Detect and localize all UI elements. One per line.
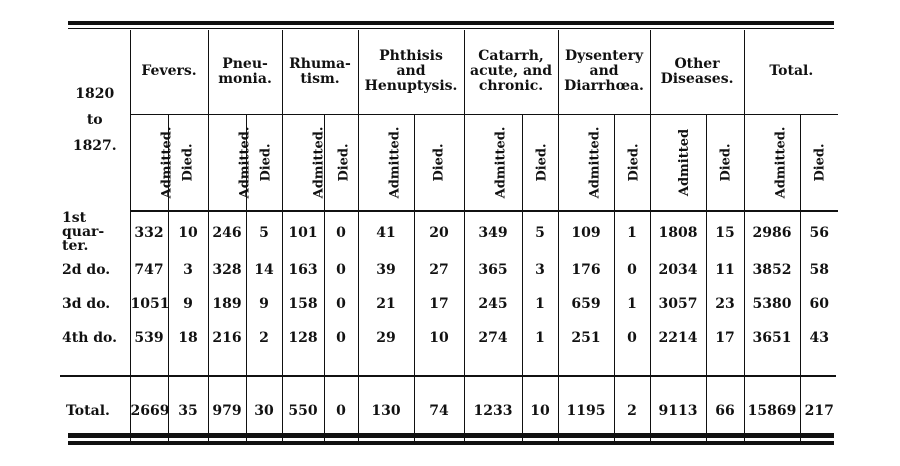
died-value: 11 [706, 253, 744, 287]
died-value: 0 [324, 211, 358, 253]
died-value: 1 [614, 211, 650, 253]
group-catarrh: Catarrh, acute, and chronic. [464, 30, 558, 114]
sub-died: Died. [168, 114, 208, 210]
group-other-diseases: Other Diseases. [650, 30, 744, 114]
admitted-value: 659 [558, 287, 614, 321]
died-value: 10 [414, 321, 464, 355]
died-value: 30 [246, 379, 282, 443]
admitted-value: 251 [558, 321, 614, 355]
died-value: 27 [414, 253, 464, 287]
died-value: 43 [800, 321, 838, 355]
died-value: 217 [800, 379, 838, 443]
period-to: to [86, 112, 103, 128]
group-dysentery: Dysentery and Diarrhœa. [558, 30, 650, 114]
data-row [60, 287, 838, 321]
admitted-value: 39 [358, 253, 414, 287]
died-value: 9 [246, 287, 282, 321]
sub-died: Died. [414, 114, 464, 210]
row-label: Total. [66, 403, 110, 419]
died-value: 5 [522, 211, 558, 253]
period-start: 1820 [75, 86, 115, 102]
group-rheumatism: Rhuma- tism. [282, 30, 358, 114]
admitted-value: 15869 [744, 379, 800, 443]
admitted-value: 539 [130, 321, 168, 355]
admitted-value: 1808 [650, 211, 706, 253]
died-value: 2 [614, 379, 650, 443]
admitted-value: 130 [358, 379, 414, 443]
died-value: 2 [246, 321, 282, 355]
died-value: 17 [414, 287, 464, 321]
died-value: 56 [800, 211, 838, 253]
died-value: 0 [324, 287, 358, 321]
admitted-value: 2669 [130, 379, 168, 443]
top-double-rule-thin [68, 28, 834, 29]
period-end: 1827. [72, 138, 117, 154]
died-value: 0 [324, 379, 358, 443]
admitted-value: 332 [130, 211, 168, 253]
died-value: 0 [324, 321, 358, 355]
admitted-value: 349 [464, 211, 522, 253]
died-value: 58 [800, 253, 838, 287]
admitted-value: 163 [282, 253, 324, 287]
row-label: 1st quar- ter. [62, 210, 105, 254]
group-fevers: Fevers. [130, 30, 208, 114]
died-value: 0 [614, 321, 650, 355]
died-value: 14 [246, 253, 282, 287]
admitted-value: 5380 [744, 287, 800, 321]
died-value: 60 [800, 287, 838, 321]
died-value: 15 [706, 211, 744, 253]
died-value: 35 [168, 379, 208, 443]
sub-died: Died. [324, 114, 358, 210]
bottom-double-rule-thick [68, 433, 834, 438]
sub-admitted: Admitted. [130, 114, 168, 210]
admitted-value: 979 [208, 379, 246, 443]
sub-admitted: Admitted. [464, 114, 522, 210]
data-row [60, 321, 838, 355]
top-double-rule-thick [68, 21, 834, 25]
admitted-value: 2214 [650, 321, 706, 355]
died-value: 20 [414, 211, 464, 253]
sub-admitted: Admitted [650, 114, 706, 210]
admitted-value: 3852 [744, 253, 800, 287]
total-separator-rule [60, 375, 836, 377]
admitted-value: 3651 [744, 321, 800, 355]
admitted-value: 550 [282, 379, 324, 443]
bottom-double-rule-thin [68, 441, 834, 445]
disease-statistics-table [60, 30, 838, 443]
admitted-value: 3057 [650, 287, 706, 321]
row-label: 2d do. [62, 262, 111, 278]
admitted-value: 189 [208, 287, 246, 321]
died-value: 18 [168, 321, 208, 355]
sub-died: Died. [706, 114, 744, 210]
sub-admitted: Admitted. [558, 114, 614, 210]
admitted-value: 9113 [650, 379, 706, 443]
sub-died: Died. [246, 114, 282, 210]
died-value: 9 [168, 287, 208, 321]
admitted-value: 29 [358, 321, 414, 355]
died-value: 17 [706, 321, 744, 355]
admitted-value: 216 [208, 321, 246, 355]
died-value: 1 [522, 287, 558, 321]
died-value: 1 [522, 321, 558, 355]
admitted-value: 1051 [130, 287, 168, 321]
died-value: 0 [614, 253, 650, 287]
died-value: 3 [522, 253, 558, 287]
group-header-row [60, 30, 838, 114]
admitted-value: 109 [558, 211, 614, 253]
admitted-value: 365 [464, 253, 522, 287]
sub-admitted: Admitted. [744, 114, 800, 210]
admitted-value: 246 [208, 211, 246, 253]
died-value: 10 [168, 211, 208, 253]
admitted-value: 101 [282, 211, 324, 253]
period-cell [60, 30, 130, 210]
sub-died: Died. [800, 114, 838, 210]
admitted-value: 21 [358, 287, 414, 321]
admitted-value: 274 [464, 321, 522, 355]
row-label: 3d do. [62, 296, 111, 312]
sub-admitted: Admitted. [358, 114, 414, 210]
admitted-value: 2986 [744, 211, 800, 253]
admitted-value: 245 [464, 287, 522, 321]
data-row [60, 211, 838, 253]
group-total: Total. [744, 30, 838, 114]
admitted-value: 41 [358, 211, 414, 253]
admitted-value: 2034 [650, 253, 706, 287]
admitted-value: 158 [282, 287, 324, 321]
died-value: 10 [522, 379, 558, 443]
died-value: 23 [706, 287, 744, 321]
died-value: 3 [168, 253, 208, 287]
sub-admitted: Admitted. [208, 114, 246, 210]
sub-header-row [60, 114, 838, 210]
row-label: 4th do. [62, 330, 118, 346]
group-phthisis: Phthisis and Henuptysis. [358, 30, 464, 114]
admitted-value: 176 [558, 253, 614, 287]
sub-died: Died. [522, 114, 558, 210]
died-value: 74 [414, 379, 464, 443]
died-value: 5 [246, 211, 282, 253]
admitted-value: 128 [282, 321, 324, 355]
died-value: 0 [324, 253, 358, 287]
admitted-value: 328 [208, 253, 246, 287]
died-value: 66 [706, 379, 744, 443]
sub-admitted: Admitted. [282, 114, 324, 210]
group-pneumonia: Pneu- monia. [208, 30, 282, 114]
sub-died: Died. [614, 114, 650, 210]
admitted-value: 1195 [558, 379, 614, 443]
admitted-value: 1233 [464, 379, 522, 443]
died-value: 1 [614, 287, 650, 321]
data-row [60, 253, 838, 287]
admitted-value: 747 [130, 253, 168, 287]
